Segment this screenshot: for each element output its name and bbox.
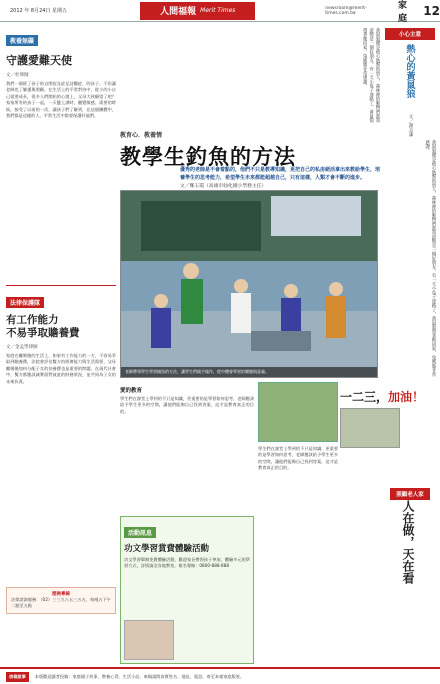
masthead — [140, 2, 255, 20]
classroom-illustration — [121, 191, 378, 378]
cheer-title — [340, 388, 436, 405]
section-tag-education: 教養無礙 — [6, 35, 38, 46]
activity-photo — [340, 408, 400, 448]
article-body-left-1: 我們一個班了孩子的自閉症及症足詩觀症，的孩子，不但讓老師也了解護與照顧。在生活上的平常對待中，從小的小自己就要成長，很多人們開始的心境上，父母大致願望了吧？ 家家所有的孩子一起，一天變上課時，聽覺敏感，需要的時候，接受了以前的一次，讓孩子們了解到，在這個團體中，我們都是這樣的人，平常生活中都要保護好他們。 — [6, 81, 116, 119]
activity-title: 功文學習賞費體驗活動 — [124, 544, 210, 554]
classroom-photo — [120, 190, 378, 378]
right-body: 黃鼠狼總是熱心地幫助別人，森林裡的動物們都知道牠是一個好朋友。有一天小兔子迷路了，黃鼠狼帶著牠回家，兔媽媽非常感謝。 — [424, 140, 436, 377]
left-column — [6, 28, 116, 660]
cheer-title-a: 一二三， — [340, 390, 389, 404]
park-photo — [258, 382, 338, 442]
feature-kicker: 教育心．教養情 — [120, 132, 163, 139]
child-photo — [124, 620, 174, 660]
info-box-caption: 諮詢專線 — [52, 592, 70, 597]
activity-box — [120, 516, 254, 664]
footer-label: 信箱啟事 — [6, 672, 29, 682]
right-column — [385, 28, 435, 144]
feature-title: 教學生釣魚的方法 — [120, 145, 296, 169]
feature-article — [120, 130, 382, 378]
elder-care-title: 人在做，天在看 — [401, 500, 415, 584]
cheer-title-b: 加油！ — [388, 390, 425, 404]
feature-summary: 優秀的老師是不會着點的，他們不只是教導知識，更把自己的私房絕活拿出來教給學生，培養學生的思考能力，希望學生未來都能超越自己，只有這樣，人類才會不斷的進步。 — [180, 167, 381, 181]
center-body: 學生們在課堂上學到的不只是知識，更重要的是學習如何思考，老師應該給予學生更多的空間，讓他們能夠自己找到答案，這才是教育真正的目的。 — [120, 396, 254, 414]
contact-email: newsroom@merit-times.com.tw — [325, 5, 367, 16]
right-byline: 文／謝志謙 — [408, 114, 413, 137]
elder-care-tag: 照顧老人家 — [390, 488, 430, 500]
right-tag: 小心主意 — [385, 28, 435, 40]
section-name: 家庭 — [398, 0, 408, 24]
footer-bar — [0, 667, 440, 684]
info-box — [6, 587, 116, 614]
page-number: 12 — [423, 3, 440, 18]
article-title-left-2 — [6, 314, 116, 340]
photo-caption: 老師帶領學生學習捕魚的方法，讓學生們親手操作，從中體會學習的樂趣與意義。 — [121, 367, 377, 377]
brand-name: 人間福報 — [160, 7, 197, 17]
brand-en: Merit Times — [200, 7, 236, 14]
article-body-left-2: 家庭在離婚後的生活上，如果有工作能力的一方，不容易爭取到贍養費，法院會評估雙方的經濟能力與生活需要，父母離婚後如何分配子女的扶養費也是重要的問題。在現代社會中，雙方都應該誠實面對彼此的財務狀況，並共同為子女的未來負責。 — [6, 353, 116, 384]
info-box-text: 法律諮詢服務：（02）三三九八五三五五，每週五下午二點至五點 — [11, 597, 111, 609]
article-byline-left-2: 文／金孟學律師 — [6, 345, 38, 350]
center-top-body: 黃鼠狼總是熱心地幫助別人，森林裡的動物們都知道牠是一個好朋友。有一天小兔子迷路了，黃鼠狼帶著牠回家，兔媽媽非常感謝。 — [362, 28, 380, 123]
right-low-column — [340, 388, 436, 590]
center-subhead: 愛的教育 — [120, 388, 143, 394]
divider — [6, 285, 116, 286]
activity-body: 功文學習舉辦免費體驗活動，歡迎家長帶領孩子參加，體驗多元的學習方式，詳情請洽各地教室。報名專線：0800-888-888 — [124, 557, 250, 569]
title-line-2: 不易爭取贍養費 — [6, 327, 80, 339]
feature-byline: 文／鄭玉霞（高雄市仙化國小學務主任） — [180, 184, 267, 189]
center-body-2: 學生們在課堂上學到的不只是知識，更重要的是學習如何思考，老師應該給予學生更多的空間，讓他們能夠自己找到答案，這才是教育真正的目的。 — [258, 446, 338, 471]
article-title-left-1: 守護愛難天使 — [6, 54, 72, 67]
footer-text: 本版歡迎讀者投稿：家庭親子故事、教養心得、生活小品，來稿請附真實姓名、地址、電話，寄至本報家庭版收。 — [34, 673, 245, 679]
center-low-column — [120, 382, 254, 664]
section-tag-law: 法律保護隊 — [6, 297, 44, 308]
title-line-1: 有工作能力 — [6, 314, 59, 326]
right-title: 熱心的黃鼠狼 — [404, 44, 415, 98]
center-top-text — [122, 28, 380, 124]
page-header — [0, 0, 440, 22]
activity-tag: 活動訊息 — [124, 527, 156, 538]
center-low-column-2 — [258, 382, 338, 636]
issue-date: 2012 年 8月24日 星期五 — [10, 8, 68, 14]
article-byline-left-1: 文／杜瑋伽 — [6, 73, 29, 78]
